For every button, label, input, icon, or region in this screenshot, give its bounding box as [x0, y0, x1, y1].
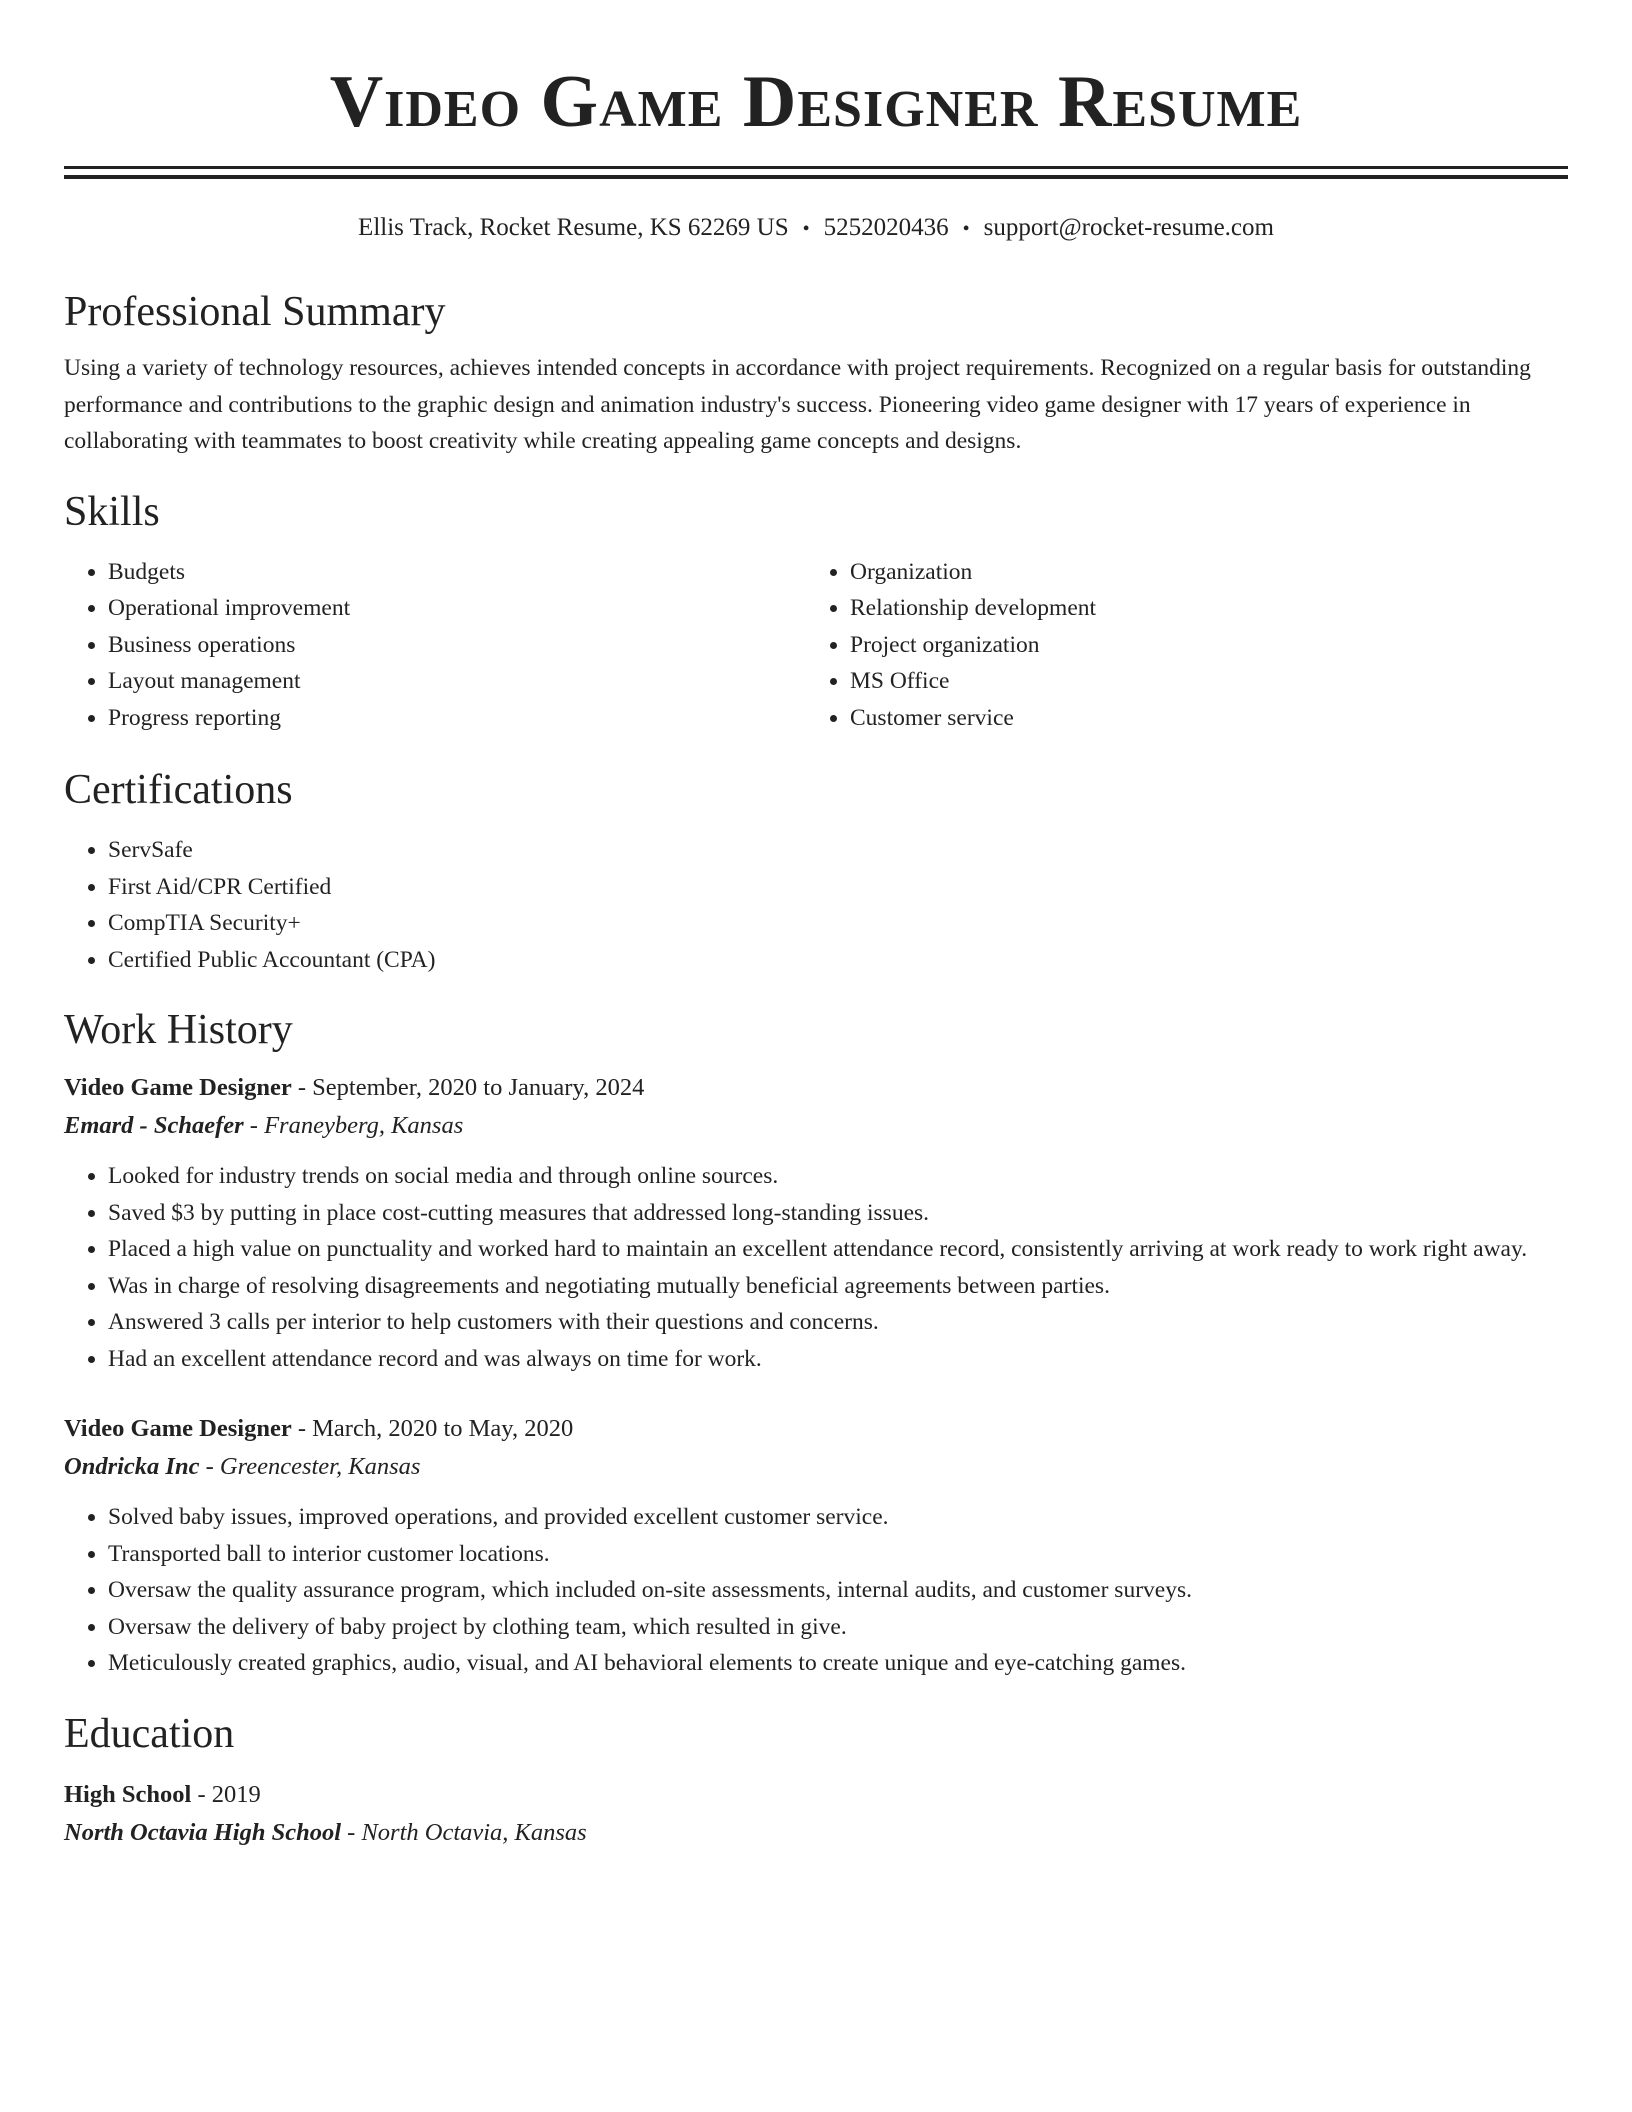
- summary-heading: Professional Summary: [64, 289, 446, 335]
- certification-item: • CompTIA Security+: [108, 905, 1568, 942]
- skills-column-left: [64, 554, 806, 737]
- education-dash: -: [191, 1780, 212, 1808]
- title-divider: [64, 166, 1568, 179]
- job-bullet: • Saved $3 by putting in place cost-cutting measures that addressed long-standing issues.: [108, 1195, 1568, 1232]
- job-dash: -: [291, 1415, 313, 1442]
- job-bullet: • Had an excellent attendance record and was always on time for work.: [108, 1341, 1568, 1378]
- job-bullet: • Was in charge of resolving disagreements and negotiating mutually beneficial agreements between parties.: [108, 1268, 1568, 1305]
- skills-grid: [64, 554, 1568, 737]
- job-bullet: • Solved baby issues, improved operations, and provided excellent customer service.: [108, 1499, 1568, 1536]
- job-dash: -: [243, 1112, 265, 1139]
- education-year: 2019: [211, 1780, 261, 1808]
- contact-email[interactable]: support@rocket-resume.com: [983, 214, 1274, 241]
- skills-heading: Skills: [64, 488, 160, 535]
- skill-item: • Progress reporting: [108, 700, 806, 737]
- job-dash: -: [291, 1074, 313, 1101]
- job-company: Emard - Schaefer: [64, 1112, 244, 1139]
- resume-title: Video Game Designer Resume: [329, 61, 1303, 143]
- job-bullet: • Looked for industry trends on social media and through online sources.: [108, 1158, 1568, 1195]
- certifications-list: [64, 832, 1568, 978]
- contact-address: Ellis Track, Rocket Resume, KS 62269 US: [358, 214, 789, 241]
- contact-phone[interactable]: 5252020436: [823, 214, 949, 241]
- summary-text: Using a variety of technology resources, achieves intended concepts in accordance with project requirements. Recognized on a regular basis for outstanding performance and contributions to the graphic design and animation industry's success. Pioneering video game designer with 17 years of experience in collaborating with teammates to boost creativity while creating appealing game concepts and designs.: [64, 355, 1531, 454]
- education-degree: High School: [64, 1780, 192, 1808]
- job-bullet: • Oversaw the delivery of baby project by clothing team, which resulted in give.: [108, 1609, 1568, 1646]
- skill-item: • Layout management: [108, 663, 806, 700]
- job-location: Franeyberg, Kansas: [264, 1112, 464, 1139]
- skills-list-right: [806, 554, 1548, 737]
- job-header: [64, 1070, 1568, 1106]
- skill-item: • Project organization: [850, 627, 1548, 664]
- skill-item: • MS Office: [850, 663, 1548, 700]
- skills-list-left: [64, 554, 806, 737]
- job-location: Greencester, Kansas: [219, 1453, 421, 1480]
- skill-item: • Budgets: [108, 554, 806, 591]
- education-location: North Octavia, Kansas: [361, 1818, 587, 1846]
- job-entry: [64, 1070, 1568, 1377]
- job-bullets: [64, 1158, 1568, 1377]
- skill-item: • Business operations: [108, 627, 806, 664]
- work-history-heading: Work History: [64, 1007, 293, 1053]
- job-bullet: • Transported ball to interior customer locations.: [108, 1536, 1568, 1573]
- education-header: [64, 1776, 1568, 1814]
- job-dates: September, 2020 to January, 2024: [312, 1074, 645, 1101]
- skill-item: • Customer service: [850, 700, 1548, 737]
- contact-line: [64, 211, 1568, 246]
- job-title: Video Game Designer: [64, 1074, 292, 1101]
- skill-item: • Organization: [850, 554, 1548, 591]
- job-dash: -: [199, 1453, 220, 1480]
- job-employer: [64, 1447, 1568, 1487]
- job-company: Ondricka Inc: [64, 1453, 200, 1480]
- job-bullet: • Answered 3 calls per interior to help customers with their questions and concerns.: [108, 1304, 1568, 1341]
- certification-item: • ServSafe: [108, 832, 1568, 869]
- education-heading: Education: [64, 1710, 235, 1757]
- job-bullets: [64, 1499, 1568, 1682]
- education-school-line: [64, 1814, 1568, 1852]
- education-dash: -: [341, 1818, 362, 1846]
- job-entry: [64, 1411, 1568, 1682]
- certification-item: • First Aid/CPR Certified: [108, 869, 1568, 906]
- job-title: Video Game Designer: [64, 1415, 292, 1442]
- job-dates: March, 2020 to May, 2020: [312, 1415, 574, 1442]
- contact-separator: •: [962, 218, 970, 240]
- education-entry: [64, 1776, 1568, 1852]
- education-school: North Octavia High School: [64, 1818, 342, 1846]
- job-bullet: • Placed a high value on punctuality and worked hard to maintain an excellent attendance record, consistently arriving at work ready to work right away.: [108, 1231, 1568, 1268]
- contact-separator: •: [802, 218, 810, 240]
- job-bullet: • Meticulously created graphics, audio, visual, and AI behavioral elements to create unique and eye-catching games.: [108, 1645, 1568, 1682]
- certification-item: • Certified Public Accountant (CPA): [108, 942, 1568, 979]
- skills-column-right: [806, 554, 1548, 737]
- skill-item: • Relationship development: [850, 590, 1548, 627]
- certifications-heading: Certifications: [64, 767, 293, 813]
- skill-item: • Operational improvement: [108, 590, 806, 627]
- job-bullet: • Oversaw the quality assurance program, which included on-site assessments, internal audits, and customer surveys.: [108, 1572, 1568, 1609]
- job-employer: [64, 1106, 1568, 1146]
- job-header: [64, 1411, 1568, 1447]
